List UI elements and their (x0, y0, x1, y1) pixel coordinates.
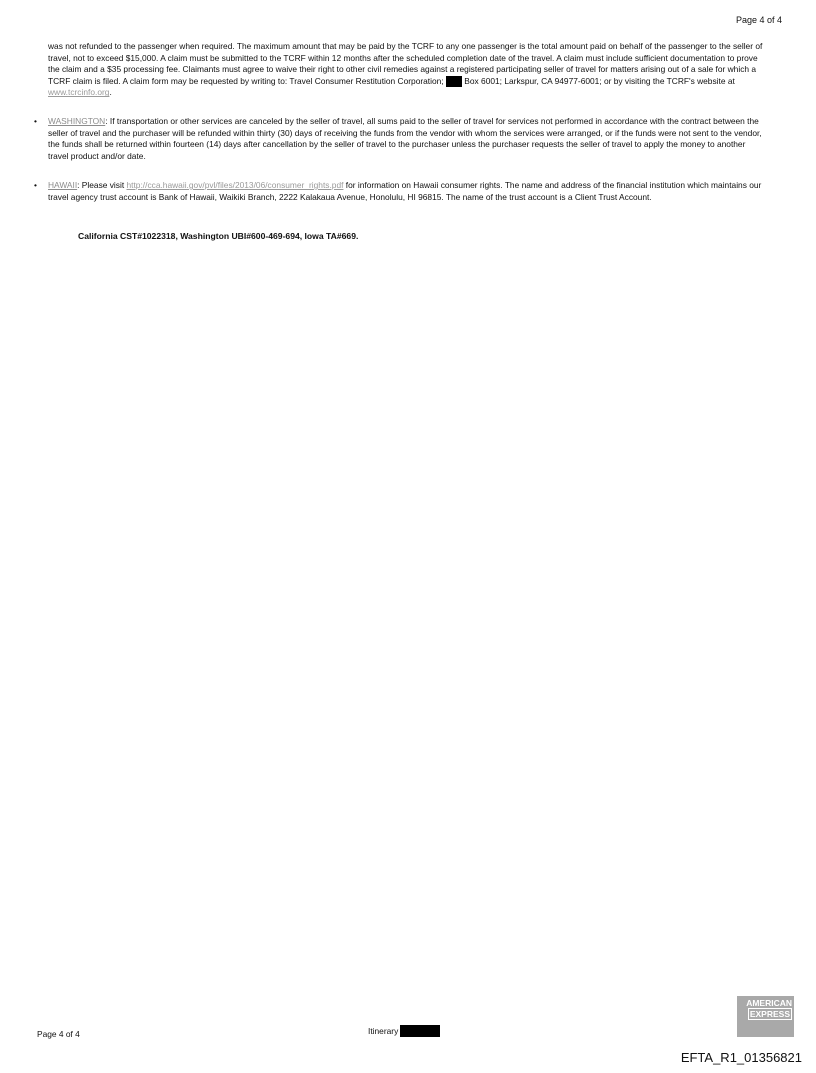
hawaii-consumer-rights-link[interactable]: http://cca.hawaii.gov/pvl/files/2013/06/consumer_rights.pdf (126, 180, 344, 190)
hawaii-text-block (48, 180, 768, 203)
bullet-marker: • (34, 116, 37, 126)
itinerary-label: Itinerary (368, 1026, 399, 1036)
intro-text-after-redaction: Box 6001; Larkspur, CA 94977-6001; or by visiting the TCRF's website at (464, 75, 735, 86)
hawaii-text-after-link: for information on Hawaii consumer rights. The name and address of the financial institution which maintains our travel agency trust account is Bank of Hawaii, Waikiki Branch, 2222 Kalakaua Avenue, Honolulu, HI 96815. The name of the trust account is a Client Trust Account. (48, 180, 762, 202)
hawaii-section (34, 180, 768, 203)
american-express-logo (737, 996, 794, 1037)
bullet-marker: • (34, 180, 37, 190)
washington-text: : If transportation or other services are canceled by the seller of travel, all sums paid to the seller of travel for services not performed in accordance with the contract between the seller of travel and the purchaser will be refunded within thirty (30) days of receiving the funds from the vendor with whom the services were arranged, or if the funds were not sent to the vendor, the funds shall be returned within fourteen (14) days after cancellation by the seller of travel to the purchaser unless the purchaser requests the seller of travel to apply the money to another travel product and/or date. (48, 116, 762, 161)
page-number-header: Page 4 of 4 (735, 15, 782, 25)
intro-text-before-redaction: was not refunded to the passenger when required. The maximum amount that may be paid by the TCRF to any one passenger is the total amount paid on behalf of the passenger to the seller of travel, not to exceed $15,000. A claim must be submitted to the TCRF within 12 months after the scheduled completion date of the travel. A claim must include sufficient documentation to prove the claim and a $35 processing fee. Claimants must agree to waive their right to other civil remedies against a registered participating seller of travel for matters arising out of a sale for which a TCRF claim is filed. A claim form may be requested by writing to: Travel Consumer Restitution Corporation; (48, 41, 763, 86)
redaction-block (400, 1025, 440, 1037)
intro-trailing-period: . (109, 87, 112, 98)
redaction-block (446, 76, 462, 87)
document-id: EFTA_R1_01356821 (680, 1050, 802, 1065)
footer-page-number: Page 4 of 4 (37, 1029, 80, 1039)
hawaii-text-before-link: : Please visit (77, 180, 125, 190)
logo-line-1: AMERICAN (746, 998, 792, 1008)
registration-numbers: California CST#1022318, Washington UBI#600-469-694, Iowa TA#669. (78, 231, 359, 241)
footer-itinerary (368, 1025, 440, 1037)
tcrf-continuation-paragraph (48, 41, 768, 99)
tcrf-website-link[interactable]: www.tcrcinfo.org (48, 87, 110, 98)
washington-text-block (48, 116, 768, 162)
washington-section (34, 116, 768, 162)
hawaii-link[interactable]: HAWAII (48, 180, 78, 190)
logo-line-2: EXPRESS (749, 1009, 790, 1019)
washington-link[interactable]: WASHINGTON (48, 116, 106, 126)
